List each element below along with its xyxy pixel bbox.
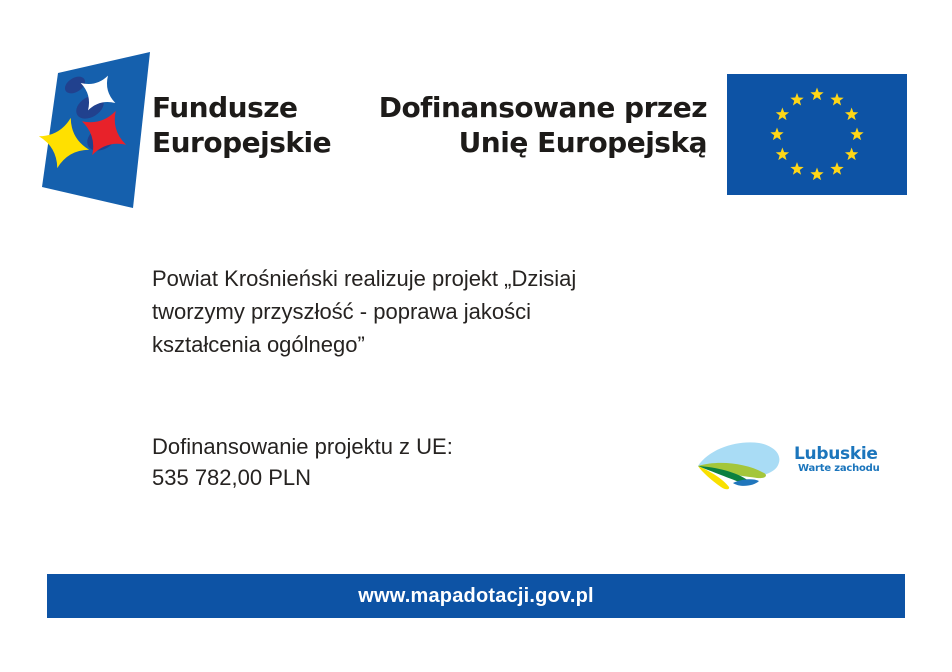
- fe-logo-line1: Fundusze: [152, 91, 298, 124]
- eu-flag-icon: [727, 74, 907, 195]
- lubuskie-swoosh-icon: [696, 440, 784, 492]
- project-statement: [152, 262, 576, 361]
- funding-amount: 535 782,00 PLN: [152, 465, 312, 490]
- fe-flag-icon: [38, 48, 153, 213]
- footer-bar: [47, 574, 905, 618]
- fe-logo-wordmark: [152, 90, 331, 160]
- cofinanced-heading: [379, 90, 707, 160]
- fe-logo-line2: Europejskie: [152, 126, 332, 159]
- lubuskie-name: Lubuskie: [794, 444, 878, 464]
- project-statement-line2: tworzymy przyszłość - poprawa jakości: [152, 299, 531, 324]
- lubuskie-tagline: Warte zachodu: [798, 463, 880, 474]
- lubuskie-logo: [696, 440, 880, 492]
- cofinanced-line2: Unię Europejską: [458, 126, 707, 159]
- funding-info: [152, 431, 453, 493]
- project-statement-line1: Powiat Krośnieński realizuje projekt „Dzisiaj: [152, 266, 577, 291]
- cofinanced-line1: Dofinansowane przez: [378, 91, 707, 124]
- lubuskie-wordmark: [794, 440, 880, 474]
- funding-label: Dofinansowanie projektu z UE:: [152, 434, 453, 459]
- project-statement-line3: kształcenia ogólnego”: [152, 332, 365, 357]
- footer-url: www.mapadotacji.gov.pl: [358, 584, 594, 607]
